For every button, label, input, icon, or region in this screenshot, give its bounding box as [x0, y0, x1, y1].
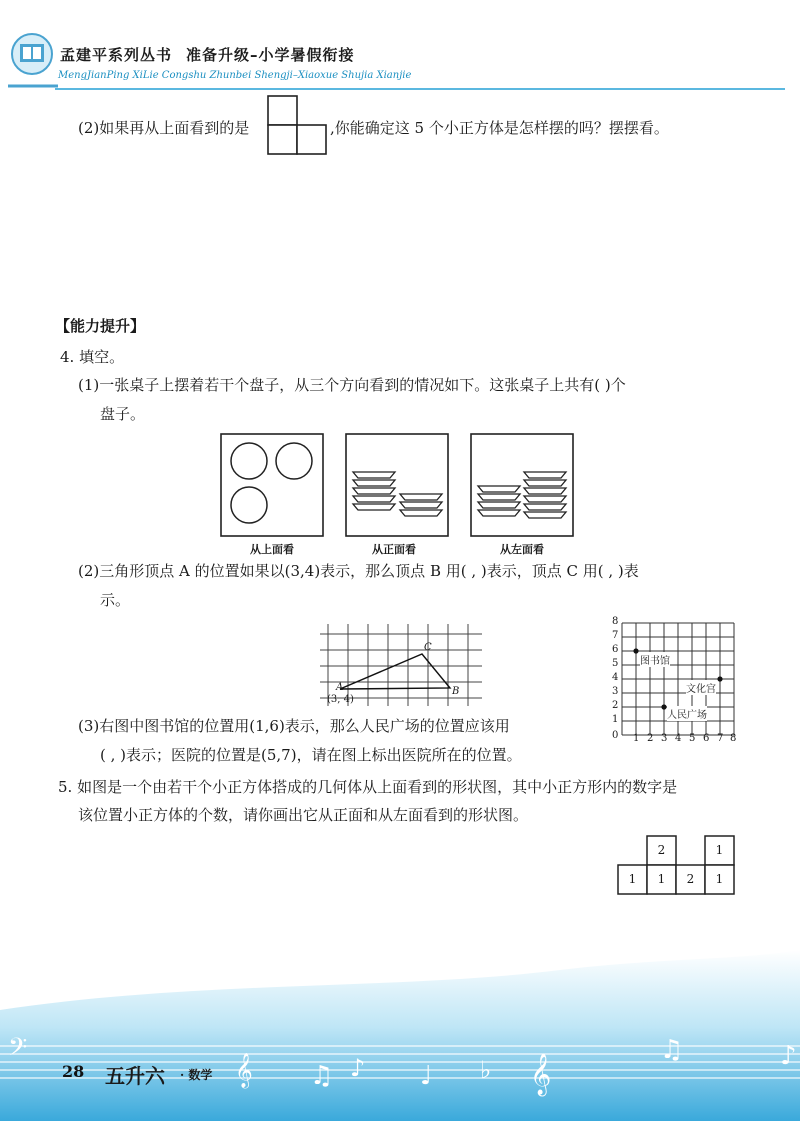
- vertex-a-coord: (3, 4): [327, 694, 354, 705]
- note-icon: ♩: [420, 1061, 433, 1091]
- q4-title: 4. 填空。: [60, 348, 125, 366]
- q3-top-view-figure: [267, 95, 329, 157]
- footer-wave-decoration: [0, 950, 800, 1121]
- vertex-c-label: C: [424, 642, 432, 653]
- x-tick-1: 1: [633, 733, 640, 744]
- q4-p1-line2: 盘子。: [100, 405, 146, 423]
- x-tick-5: 5: [689, 733, 696, 744]
- q5-bottom-cell-4: 1: [715, 872, 724, 886]
- series-logo: [8, 28, 58, 92]
- note-icon: ♪: [780, 1041, 797, 1071]
- subject-label: · 数学: [180, 1068, 213, 1082]
- plates-left-view: [471, 434, 573, 536]
- q4-p1-line1: (1)一张桌子上摆着若干个盘子，从三个方向看到的情况如下。这张桌子上共有( )个: [78, 376, 626, 394]
- caption-top-view: 从上面看: [250, 543, 294, 556]
- q5-line1: 5. 如图是一个由若干个小正方体搭成的几何体从上面看到的形状图，其中小正方形内的数字是: [58, 778, 678, 796]
- series-name: 孟建平系列丛书: [60, 46, 173, 64]
- y-tick-8: 8: [612, 616, 619, 627]
- grade-label: 五升六: [105, 1064, 165, 1088]
- q5-bottom-cell-2: 1: [657, 872, 666, 886]
- q5-top-cell-4: 1: [715, 843, 724, 857]
- page-number: 28: [62, 1062, 85, 1081]
- note-icon: ♫: [310, 1061, 334, 1091]
- culture-palace-label: 文化宫: [686, 680, 716, 695]
- book-title: 准备升级–小学暑假衔接: [186, 46, 355, 64]
- q5-bottom-cell-3: 2: [686, 872, 695, 886]
- y-tick-7: 7: [612, 630, 619, 641]
- q3-part2-text-before: (2)如果再从上面看到的是: [78, 119, 250, 137]
- treble-clef-icon: 𝄞: [530, 1054, 552, 1095]
- y-tick-4: 4: [612, 672, 619, 683]
- treble-clef-icon: 𝄞: [235, 1053, 253, 1088]
- note-icon: ♪: [350, 1054, 366, 1082]
- q4-p3-line1: (3)右图中图书馆的位置用(1,6)表示，那么人民广场的位置应该用: [78, 717, 510, 735]
- q4-p3-line2: ( , )表示；医院的位置是(5,7)，请在图上标出医院所在的位置。: [100, 746, 522, 764]
- caption-front-view: 从正面看: [372, 543, 416, 556]
- x-tick-3: 3: [661, 733, 668, 744]
- map-grid: [608, 615, 738, 745]
- flat-icon: ♭: [480, 1056, 492, 1084]
- x-tick-6: 6: [703, 733, 710, 744]
- q5-bottom-cell-1: 1: [628, 872, 637, 886]
- vertex-b-label: B: [452, 686, 460, 697]
- header-divider: [55, 88, 785, 90]
- y-tick-2: 2: [612, 700, 619, 711]
- library-dot: [633, 648, 638, 653]
- plates-three-views: [218, 432, 578, 540]
- plates-top-view: [221, 434, 323, 536]
- x-tick-7: 7: [717, 733, 724, 744]
- origin-label: 0: [612, 730, 619, 741]
- caption-left-view: 从左面看: [500, 543, 544, 556]
- x-tick-4: 4: [675, 733, 682, 744]
- square-dot: [661, 704, 666, 709]
- square-label: 人民广场: [667, 706, 707, 721]
- q4-p2-line1: (2)三角形顶点 A 的位置如果以(3,4)表示，那么顶点 B 用( , )表示，顶点 C 用( , )表: [78, 562, 639, 580]
- triangle-abc: [340, 654, 450, 689]
- vertex-a-label: A: [336, 682, 344, 693]
- q5-top-cell-2: 2: [657, 843, 666, 857]
- q5-line2: 该位置小正方体的个数，请你画出它从正面和从左面看到的形状图。: [78, 806, 529, 824]
- plates-front-view: [346, 434, 448, 536]
- section-title: 【能力提升】: [55, 317, 146, 335]
- culture-palace-dot: [717, 676, 722, 681]
- y-tick-6: 6: [612, 644, 619, 655]
- y-tick-5: 5: [612, 658, 619, 669]
- q3-part2-text-after: ,你能确定这 5 个小正方体是怎样摆的吗？摆摆看。: [330, 119, 669, 137]
- y-tick-1: 1: [612, 714, 619, 725]
- q4-p2-line2: 示。: [100, 591, 131, 609]
- book-title-pinyin: MengJianPing XiLie Congshu Zhunbei Shengji–Xiaoxue Shujia Xianjie: [58, 70, 412, 81]
- note-icon: ♫: [660, 1035, 684, 1065]
- bass-clef-icon: 𝄢: [8, 1033, 28, 1068]
- y-tick-3: 3: [612, 686, 619, 697]
- x-tick-8: 8: [730, 733, 737, 744]
- x-tick-2: 2: [647, 733, 654, 744]
- library-label: 图书馆: [640, 652, 670, 667]
